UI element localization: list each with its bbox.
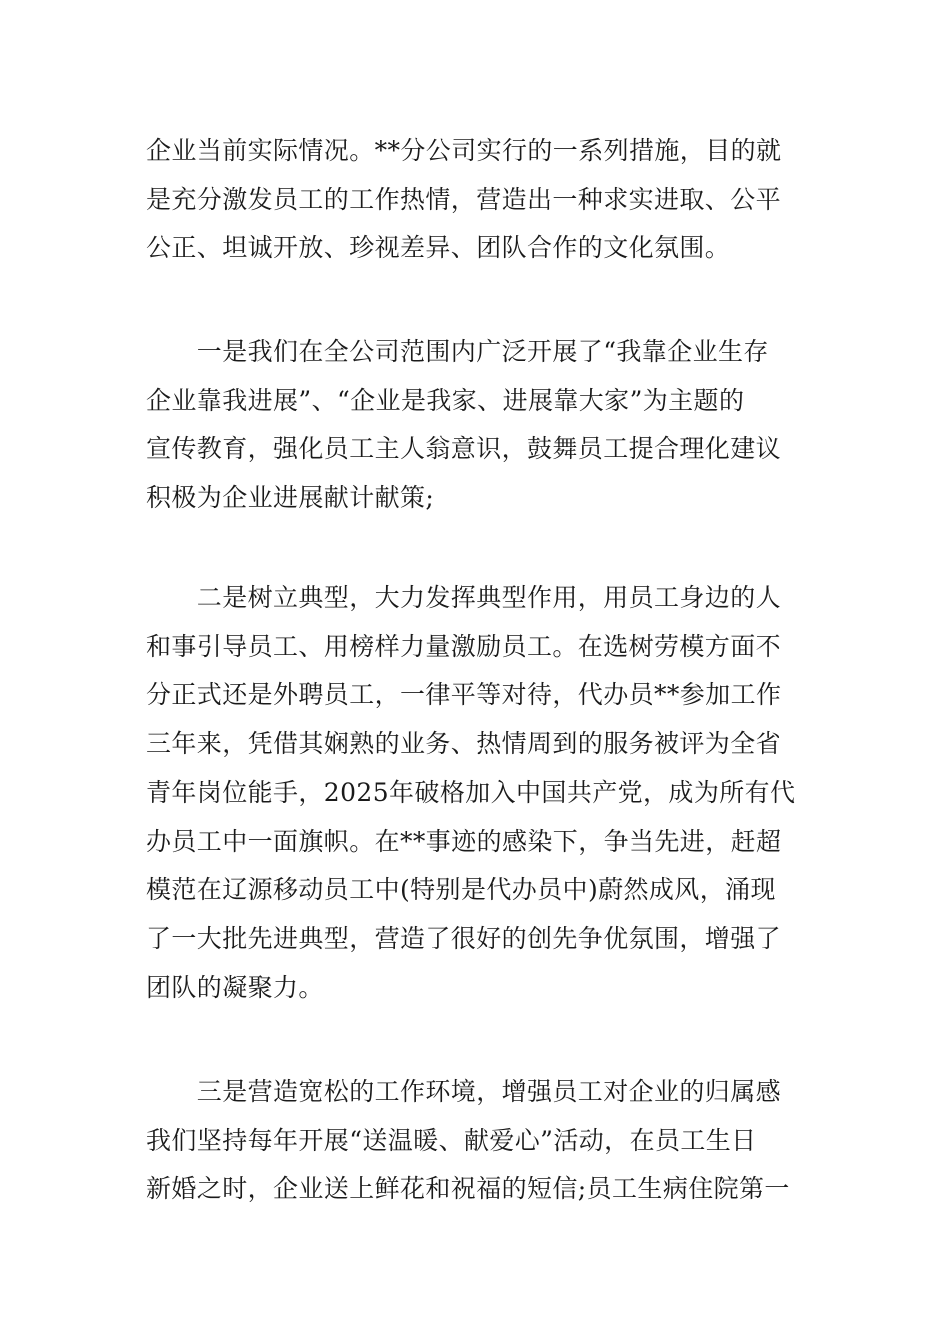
text-line: 积极为企业进展献计献策; [146,483,435,513]
text-line: 分正式还是外聘员工，一律平等对待，代办员**参加工作 [146,680,782,710]
text-line: 企业当前实际情况。**分公司实行的一系列措施，目的就 [146,136,782,165]
paragraph-point-three [146,1068,806,1214]
text-line: 了一大批先进典型，营造了很好的创先争优氛围，增强了 [146,923,782,953]
text-line: 三年来，凭借其娴熟的业务、热情周到的服务被评为全省 [146,729,782,759]
text-line: 是充分激发员工的工作热情，营造出一种求实进取、公平 [146,184,782,214]
text-line: 办员工中一面旗帜。在**事迹的感染下，争当先进，赶超 [146,826,782,856]
paragraph-point-one [146,328,806,523]
text-line: 公正、坦诚开放、珍视差异、团队合作的文化氛围。 [146,233,731,263]
paragraph-point-two [146,574,806,1012]
text-line: 三是营造宽松的工作环境，增强员工对企业的归属感 [146,1077,782,1106]
text-line: 青年岗位能手，2025年破格加入中国共产党，成为所有代 [146,777,796,807]
text-line: 新婚之时，企业送上鲜花和祝福的短信;员工生病住院第一 [146,1174,790,1204]
paragraph-intro-continuation [146,127,806,273]
text-line: 一是我们在全公司范围内广泛开展了“我靠企业生存 [146,337,769,366]
text-line: 和事引导员工、用榜样力量激励员工。在选树劳模方面不 [146,631,782,661]
text-line: 企业靠我进展”、“企业是我家、进展靠大家”为主题的 [146,385,745,415]
text-line: 二是树立典型，大力发挥典型作用，用员工身边的人 [146,583,782,612]
text-line: 我们坚持每年开展“送温暖、献爱心”活动，在员工生日 [146,1125,757,1155]
text-line: 模范在辽源移动员工中(特别是代办员中)蔚然成风，涌现 [146,875,776,905]
text-line: 宣传教育，强化员工主人翁意识，鼓舞员工提合理化建议 [146,434,782,464]
text-line: 团队的凝聚力。 [146,972,324,1002]
